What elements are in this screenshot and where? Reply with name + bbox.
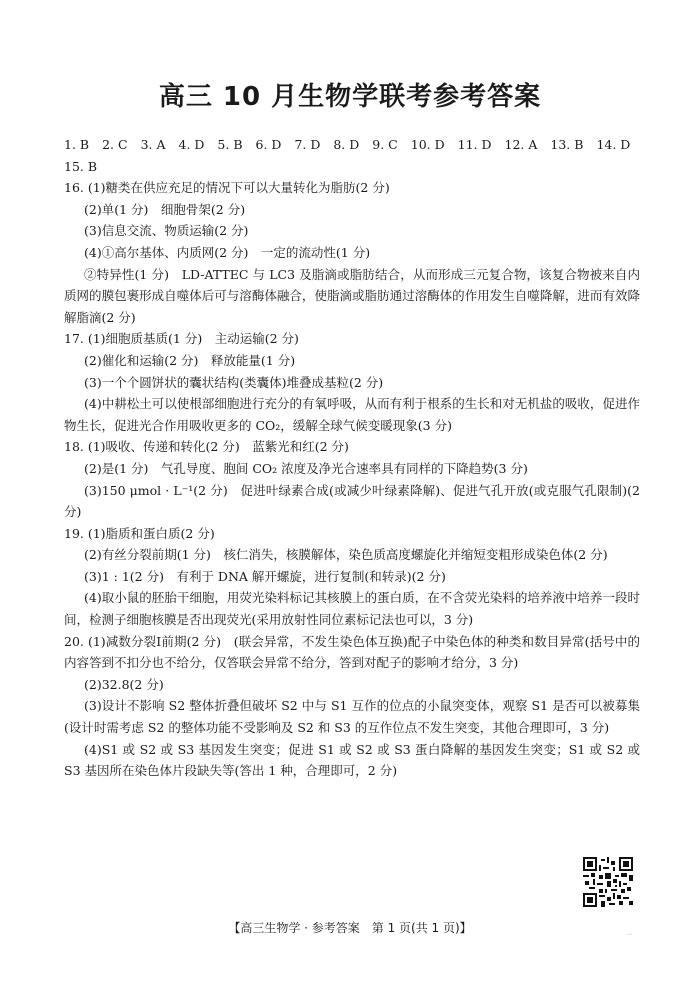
mc-answers-row [64,134,640,156]
mc-answer: 8. D [333,137,360,152]
q19-part1: 19. (1)脂质和蛋白质(2 分) [64,525,215,541]
q17-part2: (2)催化和运输(2 分) 释放能量(1 分) [84,352,296,368]
mc-answer-15: 15. B [64,158,98,174]
q18-part2: (2)是(1 分) 气孔导度、胞间 CO₂ 浓度及净光合速率具有同样的下降趋势(3 分) [84,460,528,476]
q19-part3: (3)1 : 1(2 分) 有利于 DNA 解开螺旋，进行复制(和转录)(2 分) [84,568,446,584]
mc-answer: 13. B [550,137,584,152]
qr-code-icon [583,857,633,907]
mc-answer: 5. B [217,137,243,152]
mc-answer: 6. D [255,137,282,152]
q19-part2: (2)有丝分裂前期(1 分) 核仁消失，核膜解体，染色质高度螺旋化并缩短变粗形成染色体(2 分) [84,547,608,563]
mc-answer: 7. D [294,137,321,152]
mc-answer: 3. A [140,137,166,152]
q18-part3: (3)150 μmol · L⁻¹(2 分) 促进叶绿素合成(或减少叶绿素降解)、促进气孔开放(或克服气孔限制)(2 分) [64,482,640,520]
q17-part3: (3)一个个圆饼状的囊状结构(类囊体)堆叠成基粒(2 分) [84,374,384,390]
q20-part3: (3)设计不影响 S2 整体折叠但破坏 S2 中与 S1 互作的位点的小鼠突变体，观察 S1 是否可以被募集(设计时需考虑 S2 的整体功能不受影响及 S2 和 S3 的互作位点不发生突变，其他合理即可，3 分) [64,698,640,736]
q16-part3: (3)信息交流、物质运输(2 分) [84,223,249,239]
mc-answer: 12. A [504,137,538,152]
q20-part2: (2)32.8(2 分) [84,676,164,692]
mc-answer: 14. D [596,137,631,152]
mc-answer: 9. C [372,137,398,152]
q17-part1: 17. (1)细胞质基质(1 分) 主动运输(2 分) [64,331,299,347]
q19-part4: (4)取小鼠的胚胎干细胞，用荧光染料标记其核膜上的蛋白质，在不含荧光染料的培养液中培养一段时间，检测子细胞核膜是否出现荧光(采用放射性同位素标记法也可以，3 分) [64,590,640,628]
q17-part4: (4)中耕松土可以使根部细胞进行充分的有氧呼吸，从而有利于根系的生长和对无机盐的吸收，促进作物生长，促进光合作用吸收更多的 CO₂，缓解全球气候变暖现象(3 分) [64,396,640,433]
q16-part2: (2)单(1 分) 细胞骨架(2 分) [84,201,246,217]
page-footer: 【高三生物学 · 参考答案 第 1 页(共 1 页)】 [228,921,472,935]
mc-answer: 2. C [102,137,128,152]
q16-part1: 16. (1)糖类在供应充足的情况下可以大量转化为脂肪(2 分) [64,180,390,196]
answer-content [64,134,640,782]
corner-mark: .. [627,928,633,937]
q20-part1: 20. (1)减数分裂Ⅰ前期(2 分) (联会异常，不发生染色体互换)配子中染色体的种类和数目异常(括号中的内容答到不扣分也不给分，仅答联会异常不给分，答到对配子的影响才给分，3 分) [64,633,640,671]
mc-answer: 4. D [178,137,205,152]
page-title: 高三 10 月生物学联考参考答案 [158,82,542,112]
q20-part4: (4)S1 或 S2 或 S3 基因发生突变；促进 S1 或 S2 或 S3 蛋白降解的基因发生突变；S1 或 S2 或 S3 基因所在染色体片段缺失等(答出 1 种，合理即可，2 分) [64,741,640,779]
mc-answer: 1. B [64,137,90,152]
q16-part4: (4)①高尔基体、内质网(2 分) 一定的流动性(1 分) [84,244,371,260]
mc-answer: 10. D [410,137,445,152]
q16-part4-2: ②特异性(1 分) LD-ATTEC 与 LC3 及脂滴或脂肪结合，从而形成三元复合物，该复合物被来自内质网的膜包裹形成自噬体后可与溶酶体融合，使脂滴或脂肪通过溶酶体的作用发生自噬降解，进而有效降解脂滴(2 分) [64,266,640,325]
q18-part1: 18. (1)吸收、传递和转化(2 分) 蓝紫光和红(2 分) [64,439,349,455]
mc-answer: 11. D [457,137,492,152]
